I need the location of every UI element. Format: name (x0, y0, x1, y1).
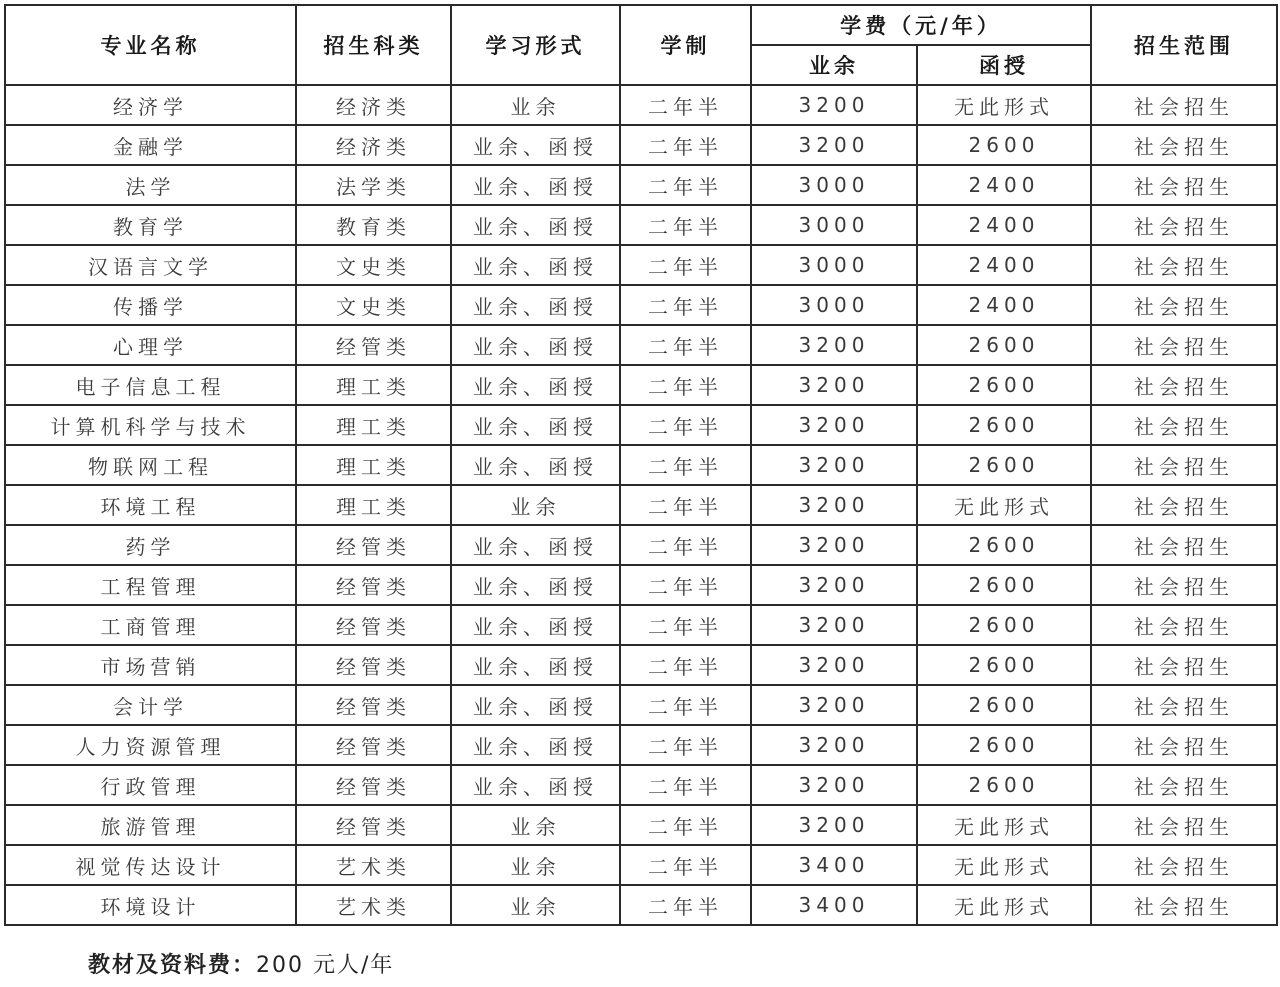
cell-major: 法学 (5, 165, 296, 205)
cell-study-form: 业余、函授 (451, 365, 620, 405)
cell-scope: 社会招生 (1091, 565, 1277, 605)
cell-duration: 二年半 (620, 165, 751, 205)
cell-duration: 二年半 (620, 405, 751, 445)
materials-fee-value: 200 元人/年 (256, 953, 395, 978)
cell-correspondence-fee: 2600 (917, 645, 1091, 685)
cell-correspondence-fee: 2400 (917, 285, 1091, 325)
cell-duration: 二年半 (620, 565, 751, 605)
cell-duration: 二年半 (620, 285, 751, 325)
cell-correspondence-fee: 2600 (917, 125, 1091, 165)
header-tuition: 学费（元/年） (751, 5, 1091, 45)
cell-major: 经济学 (5, 85, 296, 125)
cell-duration: 二年半 (620, 685, 751, 725)
table-row (5, 85, 1277, 125)
cell-major: 环境工程 (5, 485, 296, 525)
table-row (5, 845, 1277, 885)
cell-category: 文史类 (296, 245, 451, 285)
cell-part-time-fee: 3200 (751, 565, 917, 605)
cell-study-form: 业余 (451, 805, 620, 845)
table-row (5, 525, 1277, 565)
cell-duration: 二年半 (620, 645, 751, 685)
cell-scope: 社会招生 (1091, 685, 1277, 725)
cell-correspondence-fee: 2600 (917, 725, 1091, 765)
cell-part-time-fee: 3200 (751, 445, 917, 485)
cell-correspondence-fee: 2600 (917, 365, 1091, 405)
cell-correspondence-fee: 2600 (917, 685, 1091, 725)
cell-scope: 社会招生 (1091, 245, 1277, 285)
cell-study-form: 业余、函授 (451, 565, 620, 605)
cell-correspondence-fee: 无此形式 (917, 85, 1091, 125)
cell-scope: 社会招生 (1091, 525, 1277, 565)
cell-study-form: 业余、函授 (451, 445, 620, 485)
cell-scope: 社会招生 (1091, 445, 1277, 485)
cell-scope: 社会招生 (1091, 165, 1277, 205)
cell-major: 人力资源管理 (5, 725, 296, 765)
table-row (5, 365, 1277, 405)
cell-category: 艺术类 (296, 845, 451, 885)
cell-scope: 社会招生 (1091, 205, 1277, 245)
cell-part-time-fee: 3200 (751, 485, 917, 525)
cell-duration: 二年半 (620, 805, 751, 845)
cell-part-time-fee: 3000 (751, 285, 917, 325)
cell-major: 汉语言文学 (5, 245, 296, 285)
cell-study-form: 业余 (451, 485, 620, 525)
cell-duration: 二年半 (620, 365, 751, 405)
table-row (5, 685, 1277, 725)
table-row (5, 605, 1277, 645)
cell-study-form: 业余、函授 (451, 165, 620, 205)
cell-correspondence-fee: 2400 (917, 165, 1091, 205)
cell-scope: 社会招生 (1091, 765, 1277, 805)
cell-major: 药学 (5, 525, 296, 565)
cell-scope: 社会招生 (1091, 125, 1277, 165)
cell-correspondence-fee: 2400 (917, 205, 1091, 245)
header-study-form: 学习形式 (451, 5, 620, 85)
table-row (5, 725, 1277, 765)
cell-category: 经管类 (296, 525, 451, 565)
cell-scope: 社会招生 (1091, 645, 1277, 685)
cell-duration: 二年半 (620, 125, 751, 165)
cell-scope: 社会招生 (1091, 325, 1277, 365)
cell-correspondence-fee: 2600 (917, 565, 1091, 605)
cell-scope: 社会招生 (1091, 605, 1277, 645)
cell-category: 经管类 (296, 725, 451, 765)
cell-study-form: 业余 (451, 85, 620, 125)
cell-category: 理工类 (296, 405, 451, 445)
cell-duration: 二年半 (620, 885, 751, 925)
cell-correspondence-fee: 2600 (917, 405, 1091, 445)
cell-scope: 社会招生 (1091, 365, 1277, 405)
table-row (5, 565, 1277, 605)
cell-correspondence-fee: 2600 (917, 765, 1091, 805)
cell-scope: 社会招生 (1091, 805, 1277, 845)
cell-major: 金融学 (5, 125, 296, 165)
table-row (5, 285, 1277, 325)
table-row (5, 325, 1277, 365)
cell-major: 市场营销 (5, 645, 296, 685)
cell-part-time-fee: 3200 (751, 525, 917, 565)
cell-study-form: 业余、函授 (451, 325, 620, 365)
cell-part-time-fee: 3000 (751, 205, 917, 245)
cell-category: 理工类 (296, 365, 451, 405)
header-scope: 招生范围 (1091, 5, 1277, 85)
cell-duration: 二年半 (620, 845, 751, 885)
materials-fee-label: 教材及资料费： (88, 953, 257, 978)
header-category: 招生科类 (296, 5, 451, 85)
cell-duration: 二年半 (620, 725, 751, 765)
header-correspondence: 函授 (917, 45, 1091, 85)
cell-part-time-fee: 3200 (751, 85, 917, 125)
cell-category: 经管类 (296, 765, 451, 805)
cell-scope: 社会招生 (1091, 885, 1277, 925)
cell-correspondence-fee: 无此形式 (917, 485, 1091, 525)
cell-major: 工程管理 (5, 565, 296, 605)
table-row (5, 645, 1277, 685)
cell-study-form: 业余、函授 (451, 125, 620, 165)
cell-study-form: 业余、函授 (451, 205, 620, 245)
cell-major: 教育学 (5, 205, 296, 245)
cell-study-form: 业余 (451, 845, 620, 885)
cell-category: 经管类 (296, 605, 451, 645)
header-duration: 学制 (620, 5, 751, 85)
cell-part-time-fee: 3200 (751, 685, 917, 725)
cell-study-form: 业余、函授 (451, 285, 620, 325)
cell-duration: 二年半 (620, 525, 751, 565)
cell-duration: 二年半 (620, 85, 751, 125)
cell-part-time-fee: 3200 (751, 725, 917, 765)
cell-correspondence-fee: 2600 (917, 605, 1091, 645)
cell-major: 传播学 (5, 285, 296, 325)
cell-major: 视觉传达设计 (5, 845, 296, 885)
header-part-time: 业余 (751, 45, 917, 85)
cell-part-time-fee: 3200 (751, 765, 917, 805)
cell-study-form: 业余、函授 (451, 725, 620, 765)
tuition-table (4, 4, 1278, 926)
table-row (5, 485, 1277, 525)
cell-part-time-fee: 3200 (751, 325, 917, 365)
cell-category: 理工类 (296, 445, 451, 485)
cell-duration: 二年半 (620, 245, 751, 285)
cell-major: 环境设计 (5, 885, 296, 925)
cell-category: 艺术类 (296, 885, 451, 925)
cell-part-time-fee: 3400 (751, 885, 917, 925)
cell-duration: 二年半 (620, 765, 751, 805)
table-row (5, 245, 1277, 285)
cell-scope: 社会招生 (1091, 405, 1277, 445)
cell-study-form: 业余、函授 (451, 245, 620, 285)
cell-category: 文史类 (296, 285, 451, 325)
table-row (5, 765, 1277, 805)
cell-major: 行政管理 (5, 765, 296, 805)
cell-category: 经管类 (296, 645, 451, 685)
cell-part-time-fee: 3200 (751, 365, 917, 405)
cell-category: 经济类 (296, 125, 451, 165)
table-row (5, 205, 1277, 245)
cell-study-form: 业余、函授 (451, 605, 620, 645)
cell-part-time-fee: 3400 (751, 845, 917, 885)
cell-correspondence-fee: 无此形式 (917, 845, 1091, 885)
cell-scope: 社会招生 (1091, 485, 1277, 525)
cell-major: 旅游管理 (5, 805, 296, 845)
cell-duration: 二年半 (620, 605, 751, 645)
cell-scope: 社会招生 (1091, 845, 1277, 885)
cell-duration: 二年半 (620, 445, 751, 485)
cell-duration: 二年半 (620, 485, 751, 525)
cell-correspondence-fee: 2600 (917, 325, 1091, 365)
cell-category: 教育类 (296, 205, 451, 245)
cell-category: 经济类 (296, 85, 451, 125)
table-row (5, 405, 1277, 445)
table-row (5, 885, 1277, 925)
cell-correspondence-fee: 2400 (917, 245, 1091, 285)
materials-fee-note (88, 948, 394, 979)
cell-part-time-fee: 3200 (751, 125, 917, 165)
cell-category: 经管类 (296, 685, 451, 725)
cell-major: 工商管理 (5, 605, 296, 645)
table-body (5, 85, 1277, 925)
cell-scope: 社会招生 (1091, 85, 1277, 125)
cell-scope: 社会招生 (1091, 725, 1277, 765)
cell-correspondence-fee: 无此形式 (917, 885, 1091, 925)
cell-major: 物联网工程 (5, 445, 296, 485)
cell-study-form: 业余、函授 (451, 685, 620, 725)
table-row (5, 445, 1277, 485)
table-row (5, 165, 1277, 205)
cell-major: 会计学 (5, 685, 296, 725)
table-row (5, 805, 1277, 845)
cell-category: 理工类 (296, 485, 451, 525)
cell-part-time-fee: 3200 (751, 645, 917, 685)
cell-study-form: 业余、函授 (451, 765, 620, 805)
cell-study-form: 业余、函授 (451, 405, 620, 445)
cell-category: 经管类 (296, 565, 451, 605)
cell-part-time-fee: 3200 (751, 805, 917, 845)
cell-study-form: 业余、函授 (451, 525, 620, 565)
cell-part-time-fee: 3200 (751, 405, 917, 445)
cell-duration: 二年半 (620, 325, 751, 365)
cell-major: 电子信息工程 (5, 365, 296, 405)
cell-correspondence-fee: 2600 (917, 525, 1091, 565)
table-row (5, 125, 1277, 165)
cell-category: 经管类 (296, 325, 451, 365)
cell-category: 法学类 (296, 165, 451, 205)
cell-major: 心理学 (5, 325, 296, 365)
cell-study-form: 业余 (451, 885, 620, 925)
header-major: 专业名称 (5, 5, 296, 85)
cell-correspondence-fee: 无此形式 (917, 805, 1091, 845)
cell-study-form: 业余、函授 (451, 645, 620, 685)
cell-part-time-fee: 3000 (751, 165, 917, 205)
cell-part-time-fee: 3000 (751, 245, 917, 285)
cell-category: 经管类 (296, 805, 451, 845)
cell-major: 计算机科学与技术 (5, 405, 296, 445)
cell-duration: 二年半 (620, 205, 751, 245)
cell-part-time-fee: 3200 (751, 605, 917, 645)
cell-scope: 社会招生 (1091, 285, 1277, 325)
cell-correspondence-fee: 2600 (917, 445, 1091, 485)
